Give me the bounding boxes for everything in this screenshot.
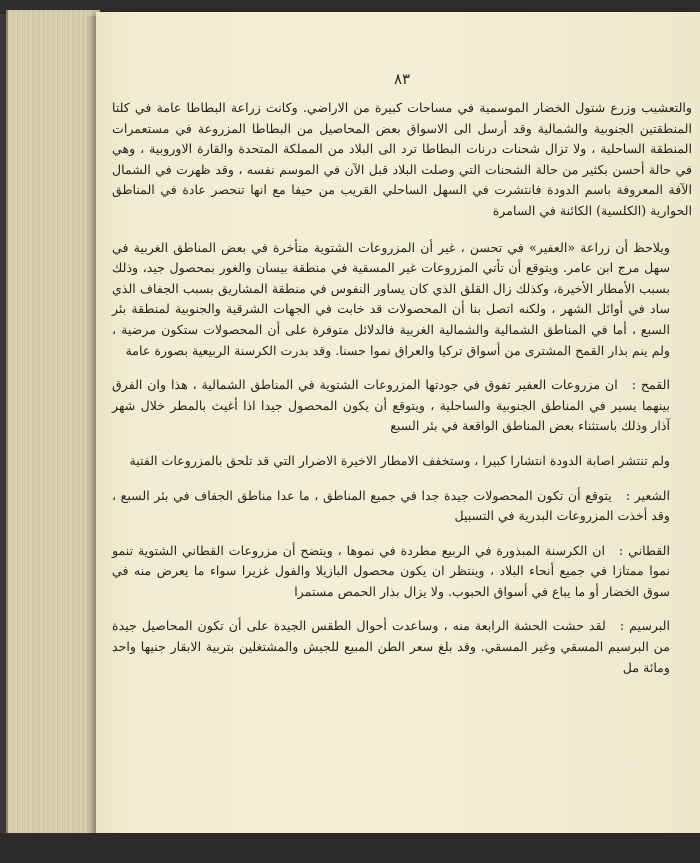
page-body [112, 98, 692, 678]
section-barley [112, 486, 692, 527]
section-term: البرسيم : [619, 618, 670, 634]
paragraph-winter-crops: ويلاحظ أن زراعة «العفير» في تحسن ، غير أن المزروعات الشتوية متأخرة في بعض المناطق الغربية في سهل مرج ابن عامر. ويتوقع أن تأتي المزروعات غير المسقية في منطقة بيسان والغور بمحصول جيد، وذلك بسبب الأمطار الأخيرة، وكذلك زال القلق الذي كان يساور النفوس في منطقة المشاريق بسبب الجفاف الذي ساد في أوائل الشهر ، ولكنه اتصل بنا أن المحصولات قد خابت في الجهات الشرقية والجنوبية لمنطقة بئر السبع ، أما في المناطق الشمالية والشمالية الغربية فالدلائل متوفرة على أن المحصولات ستكون مرضية ، ولم ينم بذار القمح المشترى من أسواق تركيا والعراق نموا حسنا. وقد بدرت الكرسنة الربيعية بصورة عامة [112, 239, 670, 358]
section-term: القمح : [631, 377, 670, 393]
section-legumes [112, 541, 692, 603]
section-text: ولم تنتشر اصابة الدودة انتشارا كبيرا ، وستخفف الامطار الاخيرة الاضرار التي قد تلحق بالمزروعات الفتية [129, 452, 670, 468]
section-term: القطاني : [619, 542, 671, 558]
page-number: ٨٣ [393, 70, 411, 88]
section-wheat [112, 375, 692, 437]
desk-surface-bottom [0, 833, 700, 863]
section-worm-damage [112, 451, 692, 472]
section-text: لقد حشت الحشة الرابعة منه ، وساعدت أحوال الطقس الجيدة على أن تكون المحاصيل جيدة من البرسيم المسقي وغير المسقي. وقد بلغ سعر الطن المبيع للجيش والمشتغلين بتربية الابقار جنيها واحد ومائة مل [112, 618, 670, 675]
paragraph-potatoes: والتعشيب وزرع شتول الخضار الموسمية في مساحات كبيرة من الاراضي. وكانت زراعة البطاطا عامة في كلتا المنطقتين الجنوبية والشمالية وقد أرسل الى الاسواق بعض المحاصيل من البطاطا المزروعة في مستعمرات المنطقة الساحلية ، ولا تزال شحنات درنات البطاطا ترد الى البلاد من المملكة المتحدة والقارة الاوروبية ، وهي في حالة أحسن بكثير من حالة الشحنات التي وصلت البلاد قبل الآن في الموسم نفسه ، وقد ظهرت في الشمال الآفة المعروفة باسم الدودة فانتشرت في السهل الساحلي القريب من حيفا مع انها تنحصر عادة في المناطق الحوارية (الكلسية) الكائنة في السامرة [112, 100, 692, 218]
section-clover [112, 616, 692, 678]
section-text: ان مزروعات العفير تفوق في جودتها المزروعات الشتوية في المناطق الشمالية ، هذا وان الفرق بينهما يسير في المناطق الجنوبية والساحلية ، ويتوقع أن يكون المحصول جيدا اذا أغيث بالمطر خلال شهر آذار وذلك باستثناء بعض المناطق الواقعة في بئر السبع [112, 377, 670, 434]
section-text: ان الكرسنة المبذورة في الربيع مطردة في نموها ، ويتضح أن مزروعات القطاني الشتوية تنمو نموا ممتازا في جميع أنحاء البلاد ، وينتظر ان يكون محصول البازيلا والفول غزيرا سواء ما يعرض منه في سوق الخضار أو ما يباع في أسواق الحبوب. ولا يزال بذار الحمص مستمرا [112, 542, 670, 599]
section-term: الشعير : [625, 487, 670, 503]
section-text: يتوقع أن تكون المحصولات جيدة جدا في جميع المناطق ، ما عدا مناطق الجفاف في بئر السبع ، وقد أخذت المزروعات البدرية في التسبيل [112, 487, 670, 524]
